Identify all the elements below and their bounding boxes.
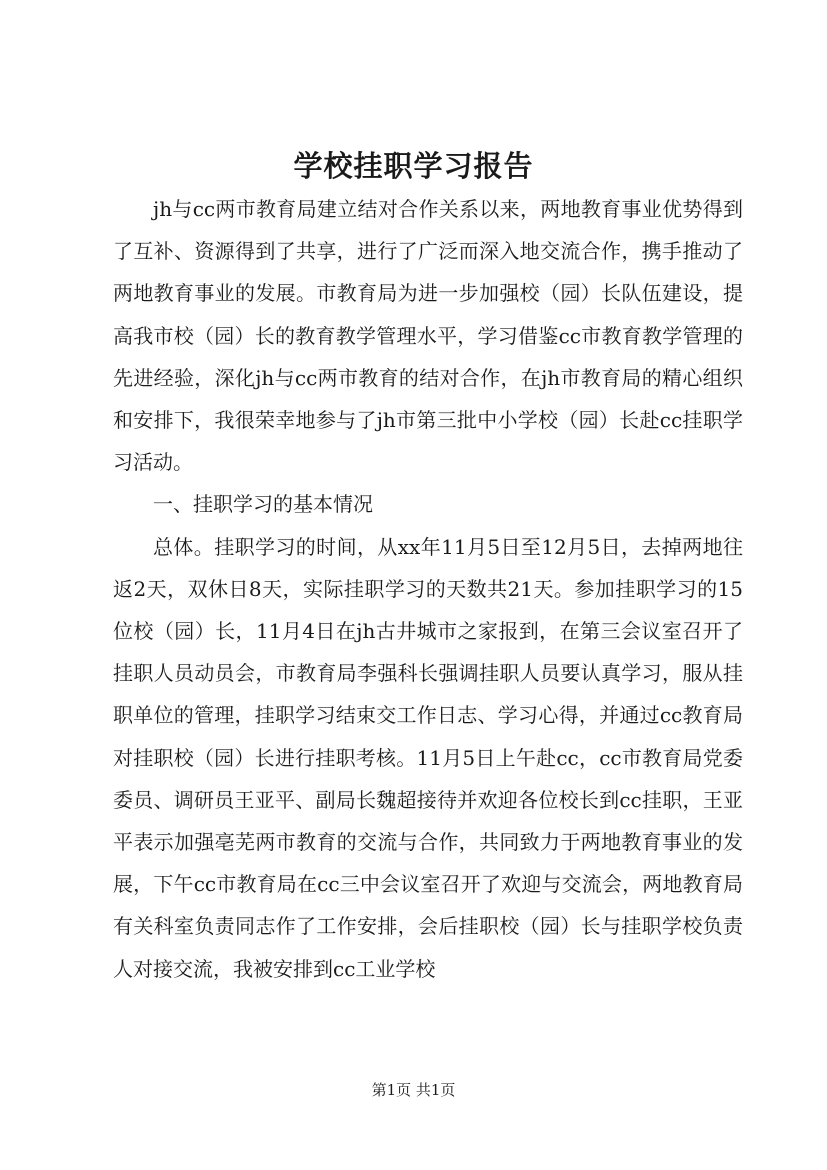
paragraph-intro: jh与cc两市教育局建立结对合作关系以来，两地教育事业优势得到了互补、资源得到了共享，进行了广泛而深入地交流合作，携手推动了两地教育事业的发展。市教育局为进一步加强校（园）长队伍建设，提高我市校（园）长的教育教学管理水平，学习借鉴cc市教育教学管理的先进经验，深化jh与cc两市教育的结对合作，在jh市教育局的精心组织和安排下，我很荣幸地参与了jh市第三批中小学校（园）长赴cc挂职学习活动。 bbox=[113, 197, 743, 475]
document-title: 学校挂职学习报告 bbox=[293, 149, 534, 183]
page-number-footer: 第1页 共1页 bbox=[371, 1081, 456, 1099]
section-heading-basic-situation: 一、挂职学习的基本情况 bbox=[153, 492, 373, 517]
document-body bbox=[113, 168, 743, 990]
paragraph-overview: 总体。挂职学习的时间，从xx年11月5日至12月5日，去掉两地往返2天，双休日8天，实际挂职学习的天数共21天。参加挂职学习的15位校（园）长，11月4日在jh古井城市之家报到，在第三会议室召开了挂职人员动员会，市教育局李强科长强调挂职人员要认真学习，服从挂职单位的管理，挂职学习结束交工作日志、学习心得，并通过cc教育局对挂职校（园）长进行挂职考核。11月5日上午赴cc，cc市教育局党委委员、调研员王亚平、副局长魏超接待并欢迎各位校长到cc挂职，王亚平表示加强亳芜两市教育的交流与合作，共同致力于两地教育事业的发展，下午cc市教育局在cc三中会议室召开了欢迎与交流会，两地教育局有关科室负责同志作了工作安排，会后挂职校（园）长与挂职学校负责人对接交流，我被安排到cc工业学校 bbox=[113, 534, 743, 981]
